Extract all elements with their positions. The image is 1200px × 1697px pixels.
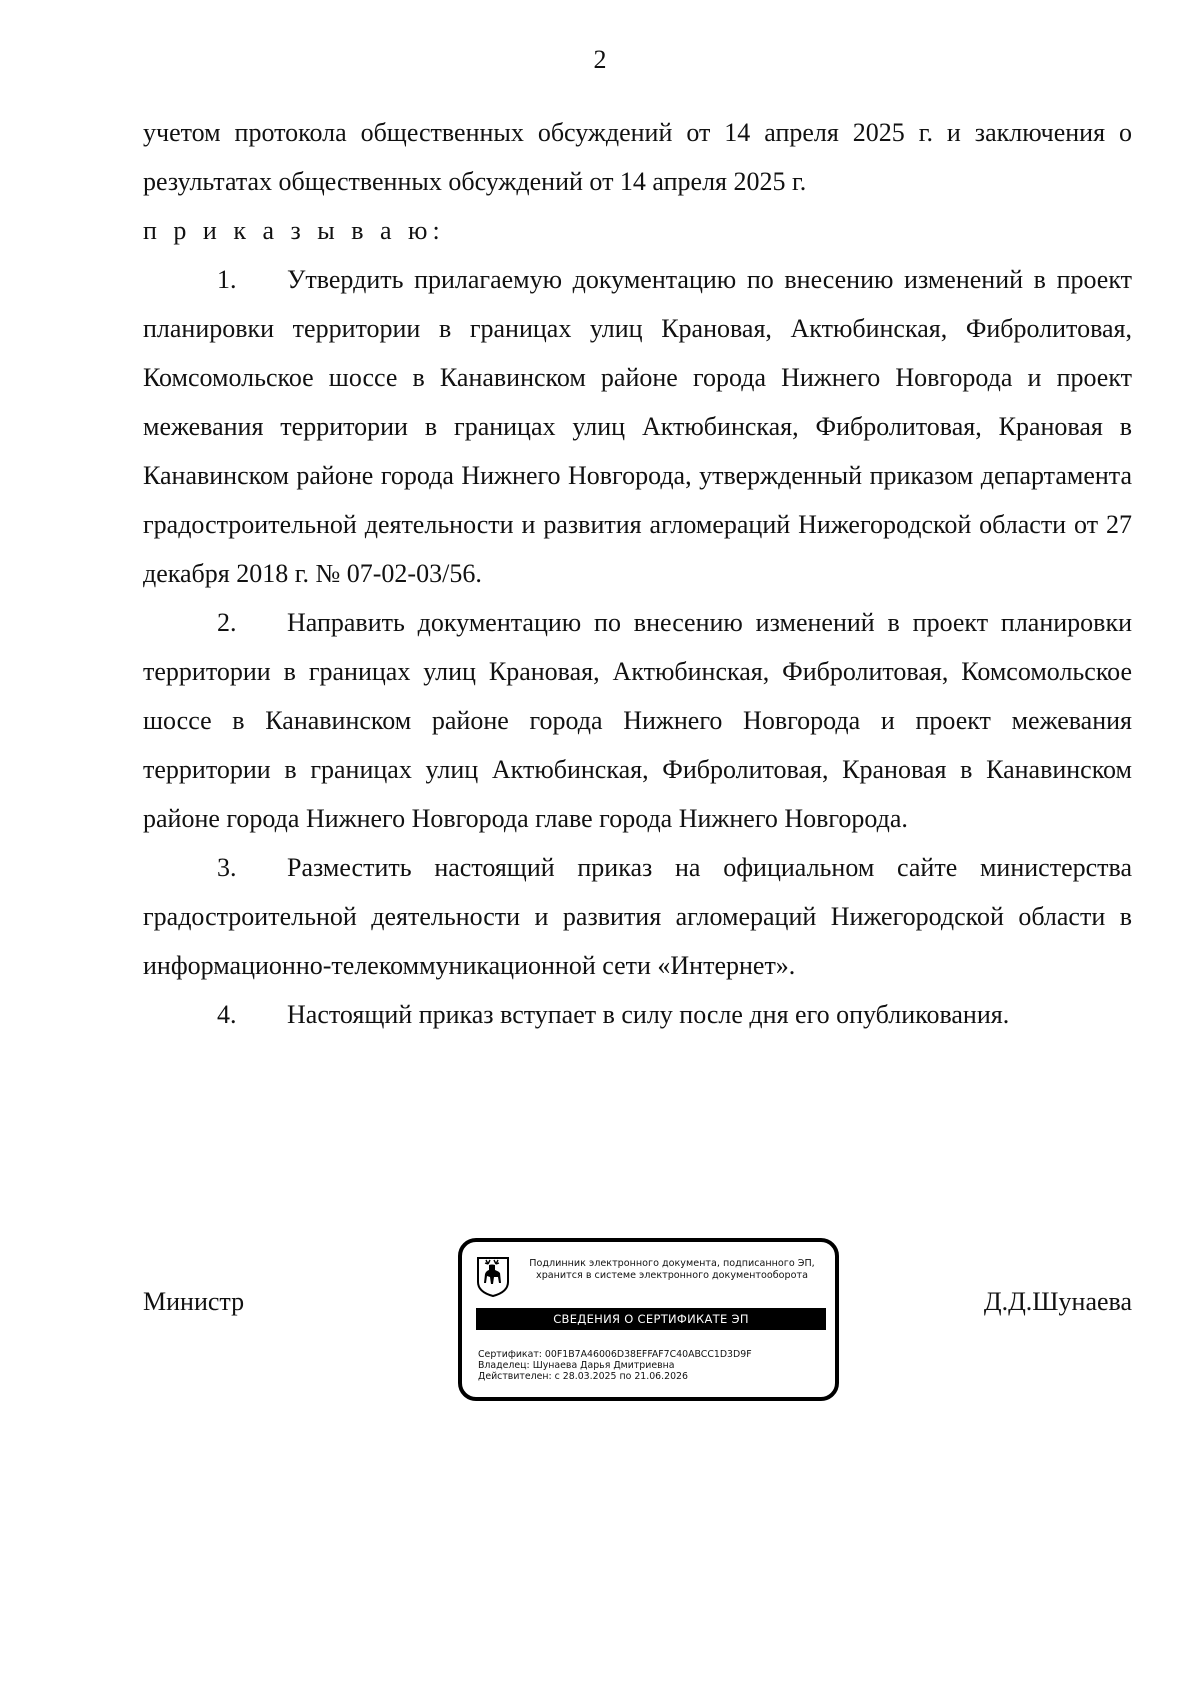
- item-text: Разместить настоящий приказ на официальном сайте министерства градостроительной деятельности и развития агломераций Нижегородской области в информационно-телекоммуникационной сети «Интернет».: [143, 853, 1132, 980]
- document-body: [143, 108, 1132, 1039]
- signer-position: Министр: [143, 1287, 245, 1316]
- list-item-4: [143, 990, 1132, 1039]
- intro-continuation: учетом протокола общественных обсуждений от 14 апреля 2025 г. и заключения о результатах общественных обсуждений от 14 апреля 2025 г.: [143, 118, 1132, 196]
- list-item-3: [143, 843, 1132, 990]
- list-item-2: [143, 598, 1132, 843]
- certificate-number: Сертификат: 00F1B7A46006D38EFFAF7C40ABCC1D3D9F: [478, 1349, 752, 1360]
- page-number: 2: [593, 45, 607, 74]
- item-text: Утвердить прилагаемую документацию по внесению изменений в проект планировки территории в границах улиц Крановая, Актюбинская, Фибролитовая, Комсомольское шоссе в Канавинском районе города Нижнего Новгорода и проект межевания территории в границах улиц Актюбинская, Фибролитовая, Крановая в Канавинском районе города Нижнего Новгорода, утвержденный приказом департамента градостроительной деятельности и развития агломераций Нижегородской области от 27 декабря 2018 г. № 07-02-03/56.: [143, 265, 1132, 588]
- deer-coat-of-arms-icon: [476, 1256, 510, 1298]
- certificate-header: СВЕДЕНИЯ О СЕРТИФИКАТЕ ЭП: [476, 1308, 826, 1330]
- electronic-signature-stamp: [458, 1238, 839, 1401]
- list-item-1: [143, 255, 1132, 598]
- order-word: п р и к а з ы в а ю:: [143, 216, 445, 245]
- item-number: 2.: [217, 608, 237, 637]
- stamp-notice-line-1: Подлинник электронного документа, подписанного ЭП,: [529, 1258, 815, 1269]
- stamp-notice: [516, 1258, 828, 1282]
- stamp-notice-line-2: хранится в системе электронного документооборота: [536, 1270, 808, 1281]
- item-text: Направить документацию по внесению изменений в проект планировки территории в границах улиц Крановая, Актюбинская, Фибролитовая, Комсомольское шоссе в Канавинском районе города Нижнего Новгорода и проект межевания территории в границах улиц Актюбинская, Фибролитовая, Крановая в Канавинском районе города Нижнего Новгорода главе города Нижнего Новгорода.: [143, 608, 1132, 833]
- signer-name: Д.Д.Шунаева: [983, 1287, 1132, 1316]
- item-number: 4.: [217, 1000, 237, 1029]
- item-text: Настоящий приказ вступает в силу после дня его опубликования.: [287, 1000, 1010, 1029]
- item-number: 3.: [217, 853, 237, 882]
- certificate-details: [478, 1349, 828, 1382]
- certificate-owner: Владелец: Шунаева Дарья Дмитриевна: [478, 1360, 675, 1371]
- certificate-validity: Действителен: с 28.03.2025 по 21.06.2026: [478, 1371, 688, 1382]
- item-number: 1.: [217, 265, 237, 294]
